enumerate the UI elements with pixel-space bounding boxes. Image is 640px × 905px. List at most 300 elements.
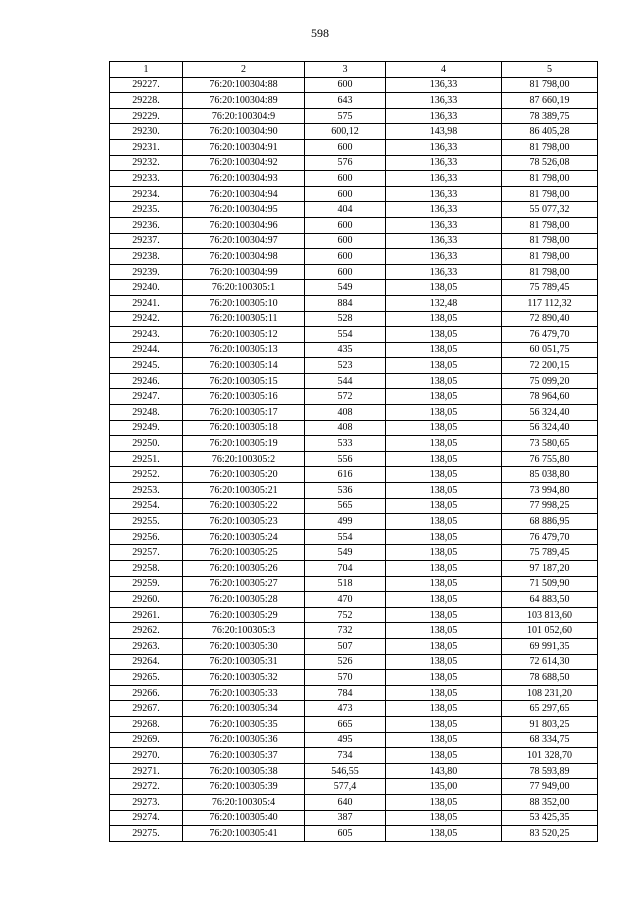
area-cell: 495 xyxy=(305,732,386,748)
area-cell: 600 xyxy=(305,77,386,93)
area-cell: 575 xyxy=(305,108,386,124)
value-cell: 103 813,60 xyxy=(502,607,598,623)
cadastral-number-cell: 76:20:100305:39 xyxy=(183,779,305,795)
value-cell: 72 614,30 xyxy=(502,654,598,670)
row-number-cell: 29249. xyxy=(110,420,183,436)
table-row xyxy=(110,498,598,514)
cadastral-number-cell: 76:20:100305:15 xyxy=(183,373,305,389)
cadastral-number-cell: 76:20:100305:32 xyxy=(183,670,305,686)
row-number-cell: 29242. xyxy=(110,311,183,327)
row-number-cell: 29235. xyxy=(110,202,183,218)
rate-cell: 138,05 xyxy=(386,685,502,701)
rate-cell: 138,05 xyxy=(386,576,502,592)
row-number-cell: 29262. xyxy=(110,623,183,639)
row-number-cell: 29271. xyxy=(110,763,183,779)
table-row xyxy=(110,373,598,389)
rate-cell: 143,98 xyxy=(386,124,502,140)
value-cell: 55 077,32 xyxy=(502,202,598,218)
cadastral-number-cell: 76:20:100305:21 xyxy=(183,483,305,499)
value-cell: 78 964,60 xyxy=(502,389,598,405)
cadastral-number-cell: 76:20:100304:89 xyxy=(183,93,305,109)
row-number-cell: 29253. xyxy=(110,483,183,499)
cadastral-number-cell: 76:20:100305:22 xyxy=(183,498,305,514)
cadastral-number-cell: 76:20:100305:35 xyxy=(183,716,305,732)
area-cell: 570 xyxy=(305,670,386,686)
area-cell: 576 xyxy=(305,155,386,171)
row-number-cell: 29227. xyxy=(110,77,183,93)
cadastral-number-cell: 76:20:100304:94 xyxy=(183,186,305,202)
rate-cell: 136,33 xyxy=(386,155,502,171)
value-cell: 85 038,80 xyxy=(502,467,598,483)
rate-cell: 138,05 xyxy=(386,436,502,452)
table-row xyxy=(110,654,598,670)
area-cell: 732 xyxy=(305,623,386,639)
header-row xyxy=(110,62,598,78)
value-cell: 86 405,28 xyxy=(502,124,598,140)
rate-cell: 143,80 xyxy=(386,763,502,779)
rate-cell: 136,33 xyxy=(386,233,502,249)
cadastral-number-cell: 76:20:100305:29 xyxy=(183,607,305,623)
rate-cell: 138,05 xyxy=(386,654,502,670)
rate-cell: 138,05 xyxy=(386,607,502,623)
row-number-cell: 29236. xyxy=(110,217,183,233)
area-cell: 734 xyxy=(305,748,386,764)
value-cell: 81 798,00 xyxy=(502,77,598,93)
area-cell: 704 xyxy=(305,561,386,577)
table-row xyxy=(110,748,598,764)
area-cell: 600,12 xyxy=(305,124,386,140)
value-cell: 69 991,35 xyxy=(502,638,598,654)
table-row xyxy=(110,716,598,732)
area-cell: 600 xyxy=(305,264,386,280)
row-number-cell: 29229. xyxy=(110,108,183,124)
rate-cell: 138,05 xyxy=(386,529,502,545)
row-number-cell: 29264. xyxy=(110,654,183,670)
value-cell: 78 593,89 xyxy=(502,763,598,779)
row-number-cell: 29259. xyxy=(110,576,183,592)
rate-cell: 135,00 xyxy=(386,779,502,795)
rate-cell: 136,33 xyxy=(386,249,502,265)
cadastral-number-cell: 76:20:100305:11 xyxy=(183,311,305,327)
area-cell: 387 xyxy=(305,810,386,826)
row-number-cell: 29243. xyxy=(110,327,183,343)
table-row xyxy=(110,826,598,842)
cadastral-number-cell: 76:20:100304:96 xyxy=(183,217,305,233)
area-cell: 616 xyxy=(305,467,386,483)
area-cell: 546,55 xyxy=(305,763,386,779)
rate-cell: 136,33 xyxy=(386,93,502,109)
value-cell: 68 334,75 xyxy=(502,732,598,748)
area-cell: 640 xyxy=(305,794,386,810)
table-row xyxy=(110,93,598,109)
row-number-cell: 29257. xyxy=(110,545,183,561)
row-number-cell: 29245. xyxy=(110,358,183,374)
value-cell: 64 883,50 xyxy=(502,592,598,608)
table-row xyxy=(110,467,598,483)
column-header-3: 3 xyxy=(305,62,386,78)
value-cell: 78 688,50 xyxy=(502,670,598,686)
table-row xyxy=(110,249,598,265)
row-number-cell: 29269. xyxy=(110,732,183,748)
area-cell: 404 xyxy=(305,202,386,218)
rate-cell: 136,33 xyxy=(386,217,502,233)
rate-cell: 138,05 xyxy=(386,748,502,764)
cadastral-number-cell: 76:20:100304:91 xyxy=(183,139,305,155)
rate-cell: 138,05 xyxy=(386,545,502,561)
cadastral-number-cell: 76:20:100305:24 xyxy=(183,529,305,545)
table-row xyxy=(110,186,598,202)
cadastral-number-cell: 76:20:100304:95 xyxy=(183,202,305,218)
cadastral-number-cell: 76:20:100304:97 xyxy=(183,233,305,249)
area-cell: 408 xyxy=(305,420,386,436)
table-row xyxy=(110,155,598,171)
value-cell: 78 389,75 xyxy=(502,108,598,124)
table-row xyxy=(110,670,598,686)
cadastral-number-cell: 76:20:100304:88 xyxy=(183,77,305,93)
rate-cell: 138,05 xyxy=(386,405,502,421)
rate-cell: 138,05 xyxy=(386,373,502,389)
row-number-cell: 29270. xyxy=(110,748,183,764)
value-cell: 76 479,70 xyxy=(502,327,598,343)
cadastral-number-cell: 76:20:100305:36 xyxy=(183,732,305,748)
cadastral-number-cell: 76:20:100305:4 xyxy=(183,794,305,810)
value-cell: 77 998,25 xyxy=(502,498,598,514)
table-row xyxy=(110,327,598,343)
area-cell: 600 xyxy=(305,171,386,187)
rate-cell: 136,33 xyxy=(386,171,502,187)
row-number-cell: 29273. xyxy=(110,794,183,810)
cadastral-number-cell: 76:20:100304:9 xyxy=(183,108,305,124)
row-number-cell: 29265. xyxy=(110,670,183,686)
cadastral-number-cell: 76:20:100305:12 xyxy=(183,327,305,343)
table-row xyxy=(110,514,598,530)
table-row xyxy=(110,592,598,608)
row-number-cell: 29234. xyxy=(110,186,183,202)
cadastral-number-cell: 76:20:100305:14 xyxy=(183,358,305,374)
value-cell: 72 890,40 xyxy=(502,311,598,327)
area-cell: 526 xyxy=(305,654,386,670)
table-row xyxy=(110,576,598,592)
row-number-cell: 29275. xyxy=(110,826,183,842)
area-cell: 533 xyxy=(305,436,386,452)
cadastral-number-cell: 76:20:100305:26 xyxy=(183,561,305,577)
rate-cell: 138,05 xyxy=(386,342,502,358)
table-row xyxy=(110,701,598,717)
rate-cell: 138,05 xyxy=(386,701,502,717)
area-cell: 665 xyxy=(305,716,386,732)
rate-cell: 138,05 xyxy=(386,592,502,608)
table-row xyxy=(110,451,598,467)
table-row xyxy=(110,436,598,452)
row-number-cell: 29256. xyxy=(110,529,183,545)
table-row xyxy=(110,311,598,327)
cadastral-number-cell: 76:20:100305:30 xyxy=(183,638,305,654)
row-number-cell: 29274. xyxy=(110,810,183,826)
cadastral-number-cell: 76:20:100305:1 xyxy=(183,280,305,296)
value-cell: 83 520,25 xyxy=(502,826,598,842)
value-cell: 81 798,00 xyxy=(502,217,598,233)
area-cell: 752 xyxy=(305,607,386,623)
area-cell: 600 xyxy=(305,233,386,249)
value-cell: 87 660,19 xyxy=(502,93,598,109)
table-row xyxy=(110,358,598,374)
area-cell: 605 xyxy=(305,826,386,842)
value-cell: 91 803,25 xyxy=(502,716,598,732)
table-row xyxy=(110,810,598,826)
table-row xyxy=(110,483,598,499)
row-number-cell: 29244. xyxy=(110,342,183,358)
cadastral-number-cell: 76:20:100305:34 xyxy=(183,701,305,717)
cadastral-number-cell: 76:20:100305:38 xyxy=(183,763,305,779)
row-number-cell: 29237. xyxy=(110,233,183,249)
rate-cell: 138,05 xyxy=(386,623,502,639)
row-number-cell: 29266. xyxy=(110,685,183,701)
row-number-cell: 29239. xyxy=(110,264,183,280)
cadastral-table xyxy=(109,61,598,842)
row-number-cell: 29233. xyxy=(110,171,183,187)
value-cell: 75 099,20 xyxy=(502,373,598,389)
rate-cell: 138,05 xyxy=(386,467,502,483)
area-cell: 600 xyxy=(305,249,386,265)
row-number-cell: 29251. xyxy=(110,451,183,467)
row-number-cell: 29232. xyxy=(110,155,183,171)
cadastral-number-cell: 76:20:100305:10 xyxy=(183,295,305,311)
area-cell: 536 xyxy=(305,483,386,499)
row-number-cell: 29260. xyxy=(110,592,183,608)
table-row xyxy=(110,623,598,639)
rate-cell: 138,05 xyxy=(386,716,502,732)
table-row xyxy=(110,264,598,280)
cadastral-number-cell: 76:20:100304:98 xyxy=(183,249,305,265)
rate-cell: 138,05 xyxy=(386,389,502,405)
area-cell: 473 xyxy=(305,701,386,717)
value-cell: 73 580,65 xyxy=(502,436,598,452)
cadastral-number-cell: 76:20:100305:25 xyxy=(183,545,305,561)
rate-cell: 136,33 xyxy=(386,77,502,93)
value-cell: 71 509,90 xyxy=(502,576,598,592)
rate-cell: 138,05 xyxy=(386,280,502,296)
value-cell: 88 352,00 xyxy=(502,794,598,810)
table-body xyxy=(110,77,598,841)
cadastral-number-cell: 76:20:100305:16 xyxy=(183,389,305,405)
area-cell: 523 xyxy=(305,358,386,374)
value-cell: 76 479,70 xyxy=(502,529,598,545)
table-row xyxy=(110,732,598,748)
area-cell: 556 xyxy=(305,451,386,467)
cadastral-number-cell: 76:20:100304:99 xyxy=(183,264,305,280)
rate-cell: 138,05 xyxy=(386,311,502,327)
table-row xyxy=(110,139,598,155)
value-cell: 101 052,60 xyxy=(502,623,598,639)
area-cell: 600 xyxy=(305,186,386,202)
value-cell: 68 886,95 xyxy=(502,514,598,530)
rate-cell: 138,05 xyxy=(386,794,502,810)
row-number-cell: 29246. xyxy=(110,373,183,389)
area-cell: 408 xyxy=(305,405,386,421)
column-header-1: 1 xyxy=(110,62,183,78)
row-number-cell: 29252. xyxy=(110,467,183,483)
row-number-cell: 29247. xyxy=(110,389,183,405)
cadastral-number-cell: 76:20:100305:40 xyxy=(183,810,305,826)
rate-cell: 138,05 xyxy=(386,638,502,654)
table-row xyxy=(110,342,598,358)
table-row xyxy=(110,217,598,233)
table-row xyxy=(110,233,598,249)
table-row xyxy=(110,794,598,810)
area-cell: 643 xyxy=(305,93,386,109)
value-cell: 77 949,00 xyxy=(502,779,598,795)
value-cell: 53 425,35 xyxy=(502,810,598,826)
table-row xyxy=(110,420,598,436)
area-cell: 435 xyxy=(305,342,386,358)
table-header xyxy=(110,62,598,78)
value-cell: 81 798,00 xyxy=(502,139,598,155)
rate-cell: 136,33 xyxy=(386,108,502,124)
cadastral-number-cell: 76:20:100305:13 xyxy=(183,342,305,358)
area-cell: 549 xyxy=(305,545,386,561)
area-cell: 784 xyxy=(305,685,386,701)
cadastral-number-cell: 76:20:100305:20 xyxy=(183,467,305,483)
row-number-cell: 29261. xyxy=(110,607,183,623)
rate-cell: 138,05 xyxy=(386,826,502,842)
cadastral-number-cell: 76:20:100305:23 xyxy=(183,514,305,530)
value-cell: 65 297,65 xyxy=(502,701,598,717)
rate-cell: 136,33 xyxy=(386,202,502,218)
value-cell: 75 789,45 xyxy=(502,545,598,561)
row-number-cell: 29254. xyxy=(110,498,183,514)
cadastral-number-cell: 76:20:100305:41 xyxy=(183,826,305,842)
table-row xyxy=(110,561,598,577)
value-cell: 81 798,00 xyxy=(502,264,598,280)
value-cell: 81 798,00 xyxy=(502,233,598,249)
row-number-cell: 29263. xyxy=(110,638,183,654)
area-cell: 600 xyxy=(305,139,386,155)
area-cell: 600 xyxy=(305,217,386,233)
row-number-cell: 29230. xyxy=(110,124,183,140)
row-number-cell: 29250. xyxy=(110,436,183,452)
table-row xyxy=(110,77,598,93)
cadastral-number-cell: 76:20:100305:33 xyxy=(183,685,305,701)
cadastral-number-cell: 76:20:100305:18 xyxy=(183,420,305,436)
rate-cell: 138,05 xyxy=(386,498,502,514)
rate-cell: 138,05 xyxy=(386,420,502,436)
value-cell: 108 231,20 xyxy=(502,685,598,701)
table-row xyxy=(110,280,598,296)
rate-cell: 136,33 xyxy=(386,186,502,202)
area-cell: 507 xyxy=(305,638,386,654)
rate-cell: 138,05 xyxy=(386,732,502,748)
rate-cell: 138,05 xyxy=(386,514,502,530)
rate-cell: 138,05 xyxy=(386,561,502,577)
cadastral-number-cell: 76:20:100305:27 xyxy=(183,576,305,592)
table-row xyxy=(110,607,598,623)
cadastral-number-cell: 76:20:100305:28 xyxy=(183,592,305,608)
cadastral-number-cell: 76:20:100305:3 xyxy=(183,623,305,639)
table-row xyxy=(110,529,598,545)
area-cell: 554 xyxy=(305,529,386,545)
row-number-cell: 29228. xyxy=(110,93,183,109)
row-number-cell: 29248. xyxy=(110,405,183,421)
area-cell: 549 xyxy=(305,280,386,296)
cadastral-number-cell: 76:20:100305:31 xyxy=(183,654,305,670)
area-cell: 528 xyxy=(305,311,386,327)
table-row xyxy=(110,763,598,779)
area-cell: 518 xyxy=(305,576,386,592)
table-row xyxy=(110,108,598,124)
cadastral-number-cell: 76:20:100304:92 xyxy=(183,155,305,171)
area-cell: 572 xyxy=(305,389,386,405)
cadastral-number-cell: 76:20:100304:93 xyxy=(183,171,305,187)
area-cell: 554 xyxy=(305,327,386,343)
rate-cell: 136,33 xyxy=(386,139,502,155)
value-cell: 76 755,80 xyxy=(502,451,598,467)
row-number-cell: 29238. xyxy=(110,249,183,265)
value-cell: 56 324,40 xyxy=(502,405,598,421)
rate-cell: 138,05 xyxy=(386,810,502,826)
page-number: 598 xyxy=(311,26,329,40)
cadastral-number-cell: 76:20:100304:90 xyxy=(183,124,305,140)
cadastral-number-cell: 76:20:100305:37 xyxy=(183,748,305,764)
rate-cell: 138,05 xyxy=(386,358,502,374)
value-cell: 81 798,00 xyxy=(502,171,598,187)
value-cell: 60 051,75 xyxy=(502,342,598,358)
column-header-4: 4 xyxy=(386,62,502,78)
cadastral-number-cell: 76:20:100305:17 xyxy=(183,405,305,421)
rate-cell: 138,05 xyxy=(386,483,502,499)
table-row xyxy=(110,171,598,187)
value-cell: 81 798,00 xyxy=(502,186,598,202)
table-row xyxy=(110,405,598,421)
row-number-cell: 29268. xyxy=(110,716,183,732)
value-cell: 97 187,20 xyxy=(502,561,598,577)
table-row xyxy=(110,545,598,561)
area-cell: 884 xyxy=(305,295,386,311)
row-number-cell: 29258. xyxy=(110,561,183,577)
value-cell: 72 200,15 xyxy=(502,358,598,374)
row-number-cell: 29231. xyxy=(110,139,183,155)
area-cell: 565 xyxy=(305,498,386,514)
value-cell: 75 789,45 xyxy=(502,280,598,296)
value-cell: 78 526,08 xyxy=(502,155,598,171)
table-row xyxy=(110,638,598,654)
cadastral-number-cell: 76:20:100305:2 xyxy=(183,451,305,467)
table-row xyxy=(110,685,598,701)
row-number-cell: 29272. xyxy=(110,779,183,795)
table-row xyxy=(110,295,598,311)
rate-cell: 138,05 xyxy=(386,451,502,467)
area-cell: 499 xyxy=(305,514,386,530)
rate-cell: 138,05 xyxy=(386,670,502,686)
row-number-cell: 29255. xyxy=(110,514,183,530)
column-header-2: 2 xyxy=(183,62,305,78)
row-number-cell: 29241. xyxy=(110,295,183,311)
rate-cell: 132,48 xyxy=(386,295,502,311)
row-number-cell: 29267. xyxy=(110,701,183,717)
area-cell: 577,4 xyxy=(305,779,386,795)
table-row xyxy=(110,202,598,218)
value-cell: 56 324,40 xyxy=(502,420,598,436)
area-cell: 544 xyxy=(305,373,386,389)
value-cell: 73 994,80 xyxy=(502,483,598,499)
cadastral-number-cell: 76:20:100305:19 xyxy=(183,436,305,452)
rate-cell: 138,05 xyxy=(386,327,502,343)
table-row xyxy=(110,779,598,795)
value-cell: 117 112,32 xyxy=(502,295,598,311)
table-row xyxy=(110,124,598,140)
area-cell: 470 xyxy=(305,592,386,608)
value-cell: 81 798,00 xyxy=(502,249,598,265)
row-number-cell: 29240. xyxy=(110,280,183,296)
